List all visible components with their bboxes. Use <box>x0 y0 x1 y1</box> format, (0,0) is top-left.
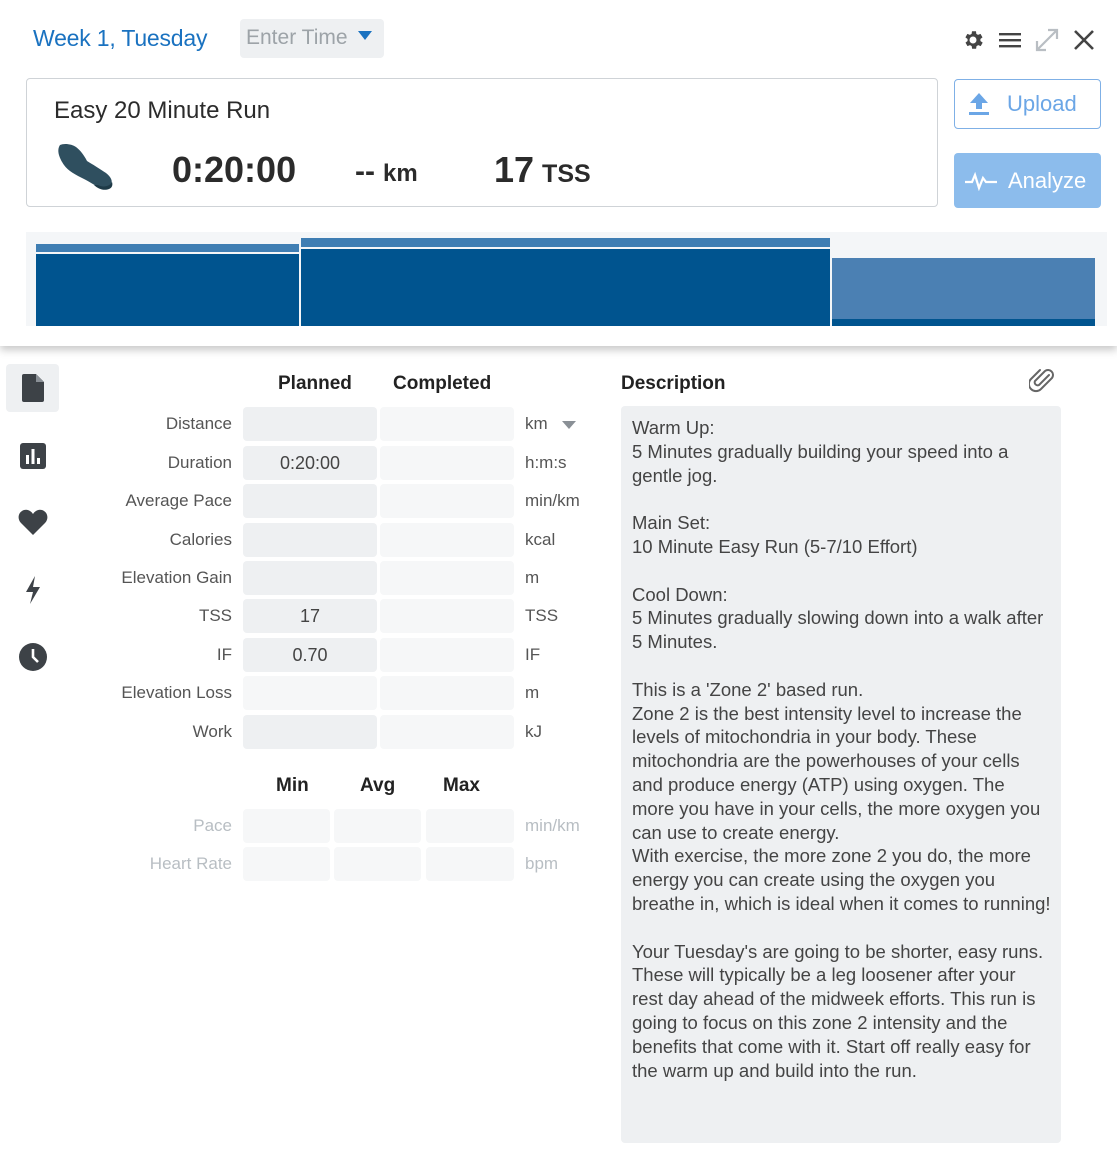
paperclip-icon[interactable] <box>1029 366 1055 399</box>
analyze-button[interactable] <box>954 153 1101 208</box>
planned-input[interactable] <box>243 484 377 518</box>
range-unit: min/km <box>525 816 580 835</box>
hr-min-input[interactable] <box>243 847 330 881</box>
completed-input[interactable] <box>380 638 514 672</box>
caret-down-icon <box>358 31 372 40</box>
planned-input[interactable] <box>243 561 377 595</box>
metric-label: Distance <box>165 414 232 433</box>
upload-label: Upload <box>1007 91 1077 116</box>
distance-unit: km <box>382 160 418 187</box>
metric-unit: km <box>525 414 548 433</box>
gear-icon[interactable] <box>960 26 986 54</box>
metric-label: Calories <box>169 530 232 549</box>
time-dropdown[interactable] <box>240 19 384 58</box>
planned-input[interactable]: 0:20:00 <box>243 446 377 480</box>
clock-icon <box>19 643 47 671</box>
metric-unit: IF <box>525 645 541 664</box>
completed-input[interactable] <box>380 715 514 749</box>
pace-avg-input[interactable] <box>334 809 421 843</box>
metric-label: TSS <box>198 606 232 625</box>
bar-chart-icon <box>20 443 46 469</box>
max-header: Max <box>443 775 480 796</box>
completed-input[interactable] <box>380 523 514 557</box>
document-icon <box>22 374 44 402</box>
description-header: Description <box>621 373 726 394</box>
metric-label: Average Pace <box>125 491 232 510</box>
pace-max-input[interactable] <box>426 809 514 843</box>
description-textarea[interactable]: Warm Up: 5 Minutes gradually building your speed into a gentle jog. Main Set: 10 Minute Easy Run (5-7/10 Effort) Cool Down: 5 Minutes gradually slowing down into a walk after 5 Minutes. This is a 'Zone 2' based run. Zone 2 is the best intensity level to increase the levels of mitochondria in your body. These mitochondria are the powerhouses of your cells and produce energy (ATP) using oxygen. The more you have in your cells, the more oxygen you can use to create energy. With exercise, the more zone 2 you do, the more energy you can create using the oxygen you breathe in, which is ideal when it comes to running! Your Tuesday's are going to be shorter, easy runs. These will typically be a leg loosener after your rest day ahead of the midweek efforts. This run is going to focus on this zone 2 intensity and the benefits that come with it. Start off really easy for the warm up and build into the run. <box>621 406 1061 1143</box>
metric-unit: m <box>525 683 540 702</box>
workout-tss <box>494 149 591 191</box>
window-controls <box>960 26 1108 54</box>
completed-header: Completed <box>393 373 492 394</box>
completed-input[interactable] <box>380 446 514 480</box>
analyze-label: Analyze <box>1008 167 1087 193</box>
planned-input[interactable] <box>243 676 377 710</box>
tab-heart-rate[interactable] <box>6 498 59 546</box>
planned-input[interactable]: 0.70 <box>243 638 377 672</box>
metric-label: Elevation Gain <box>121 568 232 587</box>
metric-label: Work <box>192 722 232 741</box>
avg-header: Avg <box>360 775 396 796</box>
workout-step-target-band <box>301 238 830 247</box>
hr-max-input[interactable] <box>426 847 514 881</box>
range-label: Pace <box>193 816 232 835</box>
workout-distance <box>355 155 418 189</box>
completed-input[interactable] <box>380 561 514 595</box>
shoe-icon <box>54 141 114 198</box>
planned-input[interactable]: 17 <box>243 599 377 633</box>
tab-summary[interactable] <box>6 364 59 412</box>
min-header: Min <box>276 775 309 796</box>
metric-label: Elevation Loss <box>121 683 232 702</box>
upload-icon <box>967 91 991 117</box>
distance-value: -- <box>355 155 375 188</box>
upload-button[interactable] <box>954 79 1101 129</box>
workout-header-panel <box>0 0 1117 346</box>
heart-icon <box>18 509 48 535</box>
planned-input[interactable] <box>243 523 377 557</box>
completed-input[interactable] <box>380 484 514 518</box>
metric-label: IF <box>216 645 232 664</box>
metric-unit: kJ <box>525 722 542 741</box>
week-day-title: Week 1, Tuesday <box>33 25 208 51</box>
tab-history[interactable] <box>6 633 59 681</box>
workout-step-block[interactable] <box>832 258 1095 326</box>
metric-unit: m <box>525 568 540 587</box>
tab-power[interactable] <box>6 566 59 614</box>
metric-unit: kcal <box>525 530 556 549</box>
hr-avg-input[interactable] <box>334 847 421 881</box>
close-icon[interactable] <box>1071 26 1097 54</box>
tss-unit: TSS <box>542 160 591 188</box>
expand-icon[interactable] <box>1034 26 1060 54</box>
metric-unit: h:m:s <box>525 453 567 472</box>
completed-input[interactable] <box>380 676 514 710</box>
range-label: Heart Rate <box>149 854 232 873</box>
workout-step-block[interactable] <box>36 254 299 326</box>
workout-structure-graph[interactable] <box>26 232 1107 326</box>
metric-unit: min/km <box>525 491 580 510</box>
planned-input[interactable] <box>243 715 377 749</box>
completed-input[interactable] <box>380 407 514 441</box>
tab-charts[interactable] <box>6 432 59 480</box>
workout-title: Easy 20 Minute Run <box>54 97 271 124</box>
workout-summary-card <box>26 78 938 207</box>
pace-min-input[interactable] <box>243 809 330 843</box>
tss-value: 17 <box>494 149 535 190</box>
planned-input[interactable] <box>243 407 377 441</box>
workout-step-baseline <box>832 319 1095 326</box>
pulse-icon <box>964 171 998 191</box>
planned-header: Planned <box>278 373 352 394</box>
range-unit: bpm <box>525 854 559 873</box>
workout-step-block[interactable] <box>301 249 830 326</box>
completed-input[interactable] <box>380 599 514 633</box>
metric-unit: TSS <box>525 606 559 625</box>
metric-label: Duration <box>167 453 232 472</box>
workout-step-target-band <box>36 244 299 252</box>
lightning-icon <box>25 576 41 604</box>
unit-dropdown-caret-icon[interactable] <box>562 421 576 429</box>
menu-icon[interactable] <box>997 26 1023 54</box>
workout-duration: 0:20:00 <box>172 149 297 190</box>
time-dropdown-placeholder: Enter Time <box>246 26 348 49</box>
